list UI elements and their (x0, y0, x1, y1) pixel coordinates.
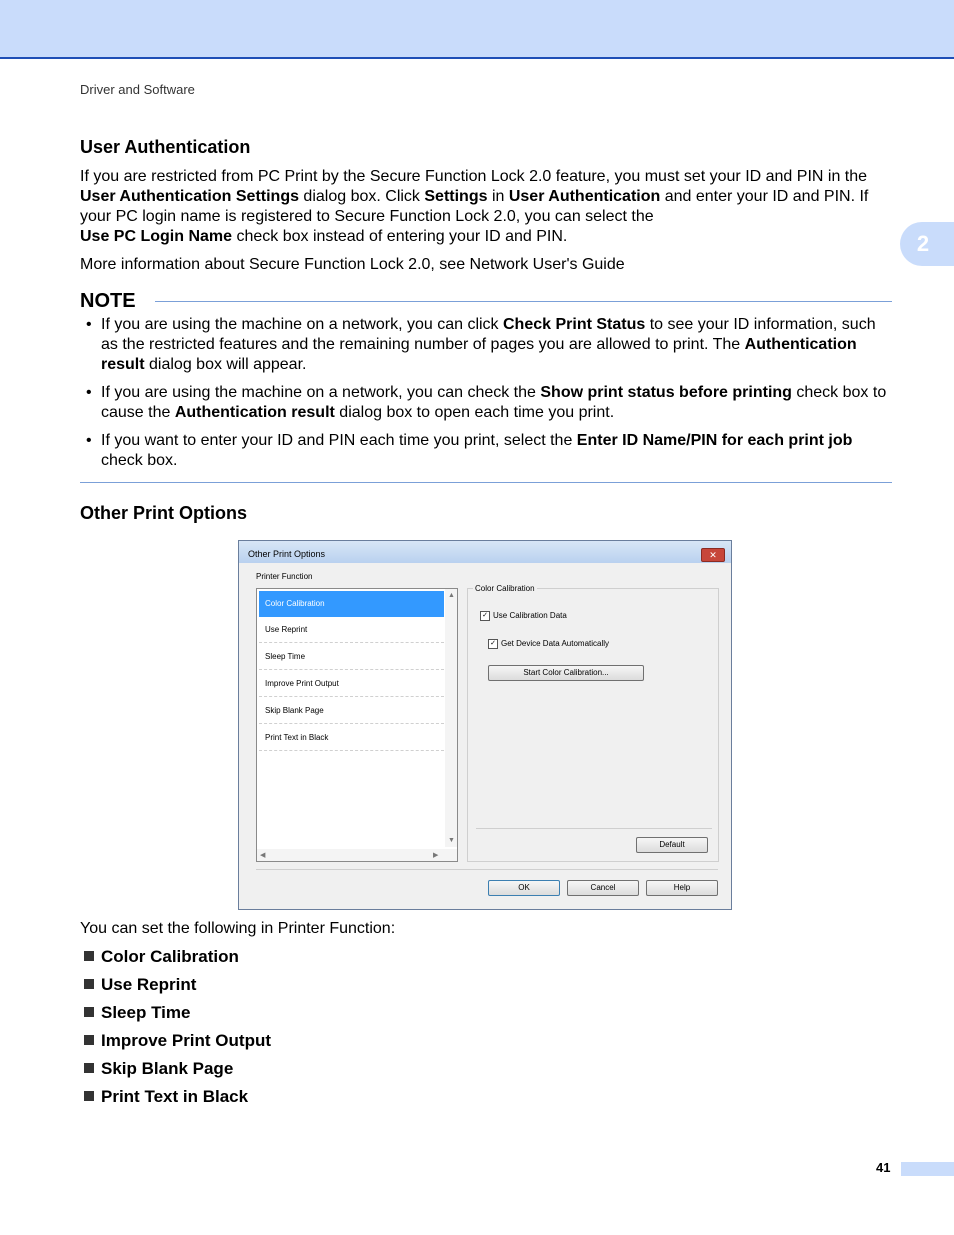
note-title: NOTE (80, 290, 136, 312)
scroll-right-icon[interactable]: ▶ (433, 852, 439, 859)
feature-label: Skip Blank Page (101, 1059, 234, 1078)
list-item-print-text-in-black[interactable]: Print Text in Black (259, 725, 444, 751)
dialog-titlebar (239, 541, 731, 563)
use-calibration-data-checkbox[interactable]: ✓ (480, 611, 490, 621)
para-bold: Use PC Login Name (80, 228, 233, 245)
square-bullet-icon (84, 1035, 94, 1045)
page-number: 41 (876, 1160, 891, 1175)
list-item-improve-print-output[interactable]: Improve Print Output (259, 671, 444, 697)
scroll-left-icon[interactable]: ◀ (260, 852, 266, 859)
para-text: check box instead of entering your ID and PIN. (232, 228, 568, 245)
other-print-options-dialog (238, 540, 732, 910)
feature-label: Use Reprint (101, 975, 197, 994)
feature-list-item (84, 947, 239, 967)
feature-list-item (84, 1087, 248, 1107)
note-bullet: • If you want to enter your ID and PIN each time you print, select the Enter ID Name/PIN for each print job check box. (86, 432, 853, 469)
page-number-bar (901, 1162, 954, 1176)
square-bullet-icon (84, 1091, 94, 1101)
list-item-color-calibration[interactable]: Color Calibration (259, 591, 444, 617)
feature-label: Print Text in Black (101, 1087, 249, 1106)
close-icon[interactable]: ✕ (701, 548, 725, 562)
use-calibration-data-label: Use Calibration Data (493, 611, 567, 620)
ok-button[interactable]: OK (488, 880, 560, 896)
list-item-skip-blank-page[interactable]: Skip Blank Page (259, 698, 444, 724)
para-bold: User Authentication (508, 188, 661, 205)
header-band (0, 0, 954, 59)
square-bullet-icon (84, 1063, 94, 1073)
square-bullet-icon (84, 951, 94, 961)
square-bullet-icon (84, 979, 94, 989)
feature-label: Color Calibration (101, 947, 239, 966)
group-separator (476, 828, 712, 829)
para-text: dialog box. Click (298, 188, 425, 205)
para-text: If you are restricted from PC Print by the Secure Function Lock 2.0 feature, you must set your ID and PIN in the (80, 168, 868, 185)
para-text: and enter your ID and PIN. If your PC login name is registered to Secure Function Lock 2.0, you can select the (80, 188, 869, 225)
para-text: in (487, 188, 509, 205)
dialog-separator (256, 869, 718, 870)
feature-label: Sleep Time (101, 1003, 191, 1022)
note-bullet: • If you are using the machine on a network, you can click Check Print Status to see your ID information, such as the restricted features and the remaining number of pages you are allowed to print. The Authentication result dialog box will appear. (86, 316, 876, 373)
feature-list-item (84, 1031, 271, 1051)
list-item-use-reprint[interactable]: Use Reprint (259, 617, 444, 643)
other-print-options-heading: Other Print Options (80, 503, 248, 523)
feature-list-item (84, 1003, 190, 1023)
note-top-rule (155, 301, 892, 302)
para-bold: Settings (424, 188, 488, 205)
printer-function-intro: You can set the following in Printer Function: (80, 920, 396, 937)
vertical-scrollbar[interactable] (445, 589, 457, 847)
get-device-data-checkbox[interactable]: ✓ (488, 639, 498, 649)
chapter-tab: 2 (900, 222, 954, 266)
dialog-title: Other Print Options (248, 549, 326, 559)
user-authentication-heading: User Authentication (80, 137, 251, 157)
scroll-up-icon[interactable]: ▲ (448, 592, 455, 599)
cancel-button[interactable]: Cancel (567, 880, 639, 896)
color-calibration-group (467, 588, 719, 862)
square-bullet-icon (84, 1007, 94, 1017)
running-head: Driver and Software (80, 82, 195, 97)
printer-function-label: Printer Function (256, 572, 313, 581)
scroll-down-icon[interactable]: ▼ (448, 837, 455, 844)
start-color-calibration-button[interactable]: Start Color Calibration... (488, 665, 644, 681)
note-bullet-list (80, 315, 892, 479)
printer-function-list[interactable] (256, 588, 458, 862)
help-button[interactable]: Help (646, 880, 718, 896)
note-bullet: • If you are using the machine on a network, you can check the Show print status before printing check box to cause the Authentication result dialog box to open each time you print. (86, 384, 887, 421)
more-info-paragraph: More information about Secure Function Lock 2.0, see Network User's Guide (80, 256, 625, 273)
note-bottom-rule (80, 482, 892, 483)
color-calibration-group-label: Color Calibration (475, 584, 535, 593)
get-device-data-label: Get Device Data Automatically (501, 639, 610, 648)
default-button[interactable]: Default (636, 837, 708, 853)
feature-list-item (84, 975, 196, 995)
horizontal-scrollbar[interactable] (257, 849, 457, 861)
feature-list-item (84, 1059, 233, 1079)
para-bold: User Authentication Settings (80, 188, 299, 205)
feature-label: Improve Print Output (101, 1031, 271, 1050)
list-item-sleep-time[interactable]: Sleep Time (259, 644, 444, 670)
user-auth-paragraph (80, 167, 892, 247)
